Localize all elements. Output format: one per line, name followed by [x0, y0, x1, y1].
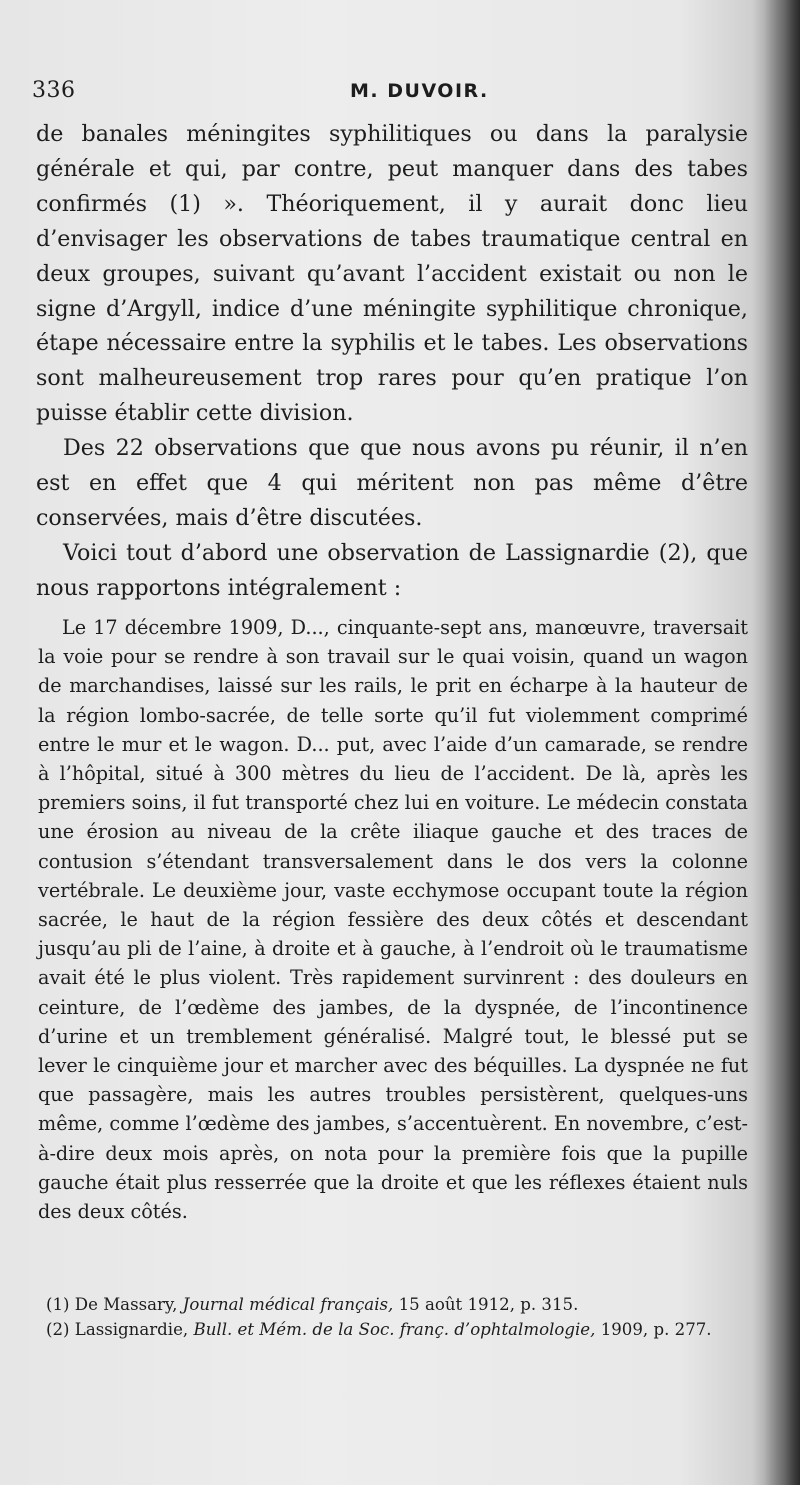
page-number: 336: [32, 78, 76, 103]
running-head: M. DUVOIR.: [350, 80, 489, 102]
footnote-1-journal: Journal médical français,: [182, 1295, 394, 1314]
footnote-2-details: 1909, p. 277.: [600, 1319, 712, 1339]
quotation-paragraph: Le 17 décembre 1909, D..., cinquante-sept ans, manœuvre, traversait la voie pour se rendre à son travail sur le quai voisin, quand un wagon de marchandises, laissé sur les rails, le prit en écharpe à la hauteur de la région lombo-sacrée, de telle sorte qu’il fut violemment comprimé entre le mur et le wagon. D... put, avec l’aide d’un camarade, se rendre à l’hôpital, situé à 300 mètres du lieu de l’accident. De là, après les premiers soins, il fut transporté chez lui en voiture. Le médecin constata une érosion au niveau de la crête iliaque gauche et des traces de contusion s’étendant transversalement dans le dos vers la colonne vertébrale. Le deuxième jour, vaste ecchymose occupant toute la région sacrée, le haut de la région fessière des deux côtés et descendant jusqu’au pli de l’aine, à droite et à gauche, à l’endroit où le traumatisme avait été le plus violent. Très rapidement survinrent : des douleurs en ceinture, de l’œdème des jambes, de la dyspnée, de l’incontinence d’urine et un tremblement généralisé. Malgré tout, le blessé put se lever le cinquième jour et marcher avec des béquilles. La dyspnée ne fut que passagère, mais les autres troubles persistèrent, quelques-uns même, comme l’œdème des jambes, s’accentuèrent. En novembre, c’est-à-dire deux mois après, on nota pour la première fois que la pupille gauche était plus resserrée que la droite et que les réflexes étaient nuls des deux côtés.: [38, 616, 748, 1224]
footnote-1-author: De Massary,: [74, 1295, 178, 1314]
paragraph-introduction: Voici tout d’abord une observation de Lassignardie (2), que nous rapportons intégralement :: [36, 539, 748, 601]
footnote-2-author: Lassignardie,: [74, 1319, 189, 1339]
footnote-2-journal: Bull. et Mém. de la Soc. franç. d’ophtalmologie,: [193, 1319, 596, 1339]
footnote-2-marker: (2): [46, 1319, 70, 1339]
observation-quotation: [38, 613, 748, 1226]
footnote-1-marker: (1): [46, 1295, 70, 1314]
main-text: [36, 117, 748, 606]
footnote-1-details: 15 août 1912, p. 315.: [398, 1295, 579, 1314]
footnote-2: [38, 1318, 752, 1343]
paragraph-continued: de banales méningites syphilitiques ou dans la paralysie générale et qui, par contre, peut manquer dans des tabes confirmés (1) ». Théoriquement, il y aurait donc lieu d’envisager les observations de tabes traumatique central en deux groupes, suivant qu’avant l’accident existait ou non le signe d’Argyll, indice d’une méningite syphilitique chronique, étape nécessaire entre la syphilis et le tabes. Les observations sont malheureusement trop rares pour qu’en pratique l’on puisse établir cette division.: [36, 121, 748, 427]
paragraph-observations: Des 22 observations que que nous avons pu réunir, il n’en est en effet que 4 qui méritent non pas même d’être conservées, mais d’être discutées.: [36, 435, 748, 531]
footnotes: [46, 1293, 752, 1342]
footnote-1: [46, 1293, 752, 1318]
page-edge-shadow: [764, 0, 800, 1485]
page-header: [32, 78, 752, 108]
